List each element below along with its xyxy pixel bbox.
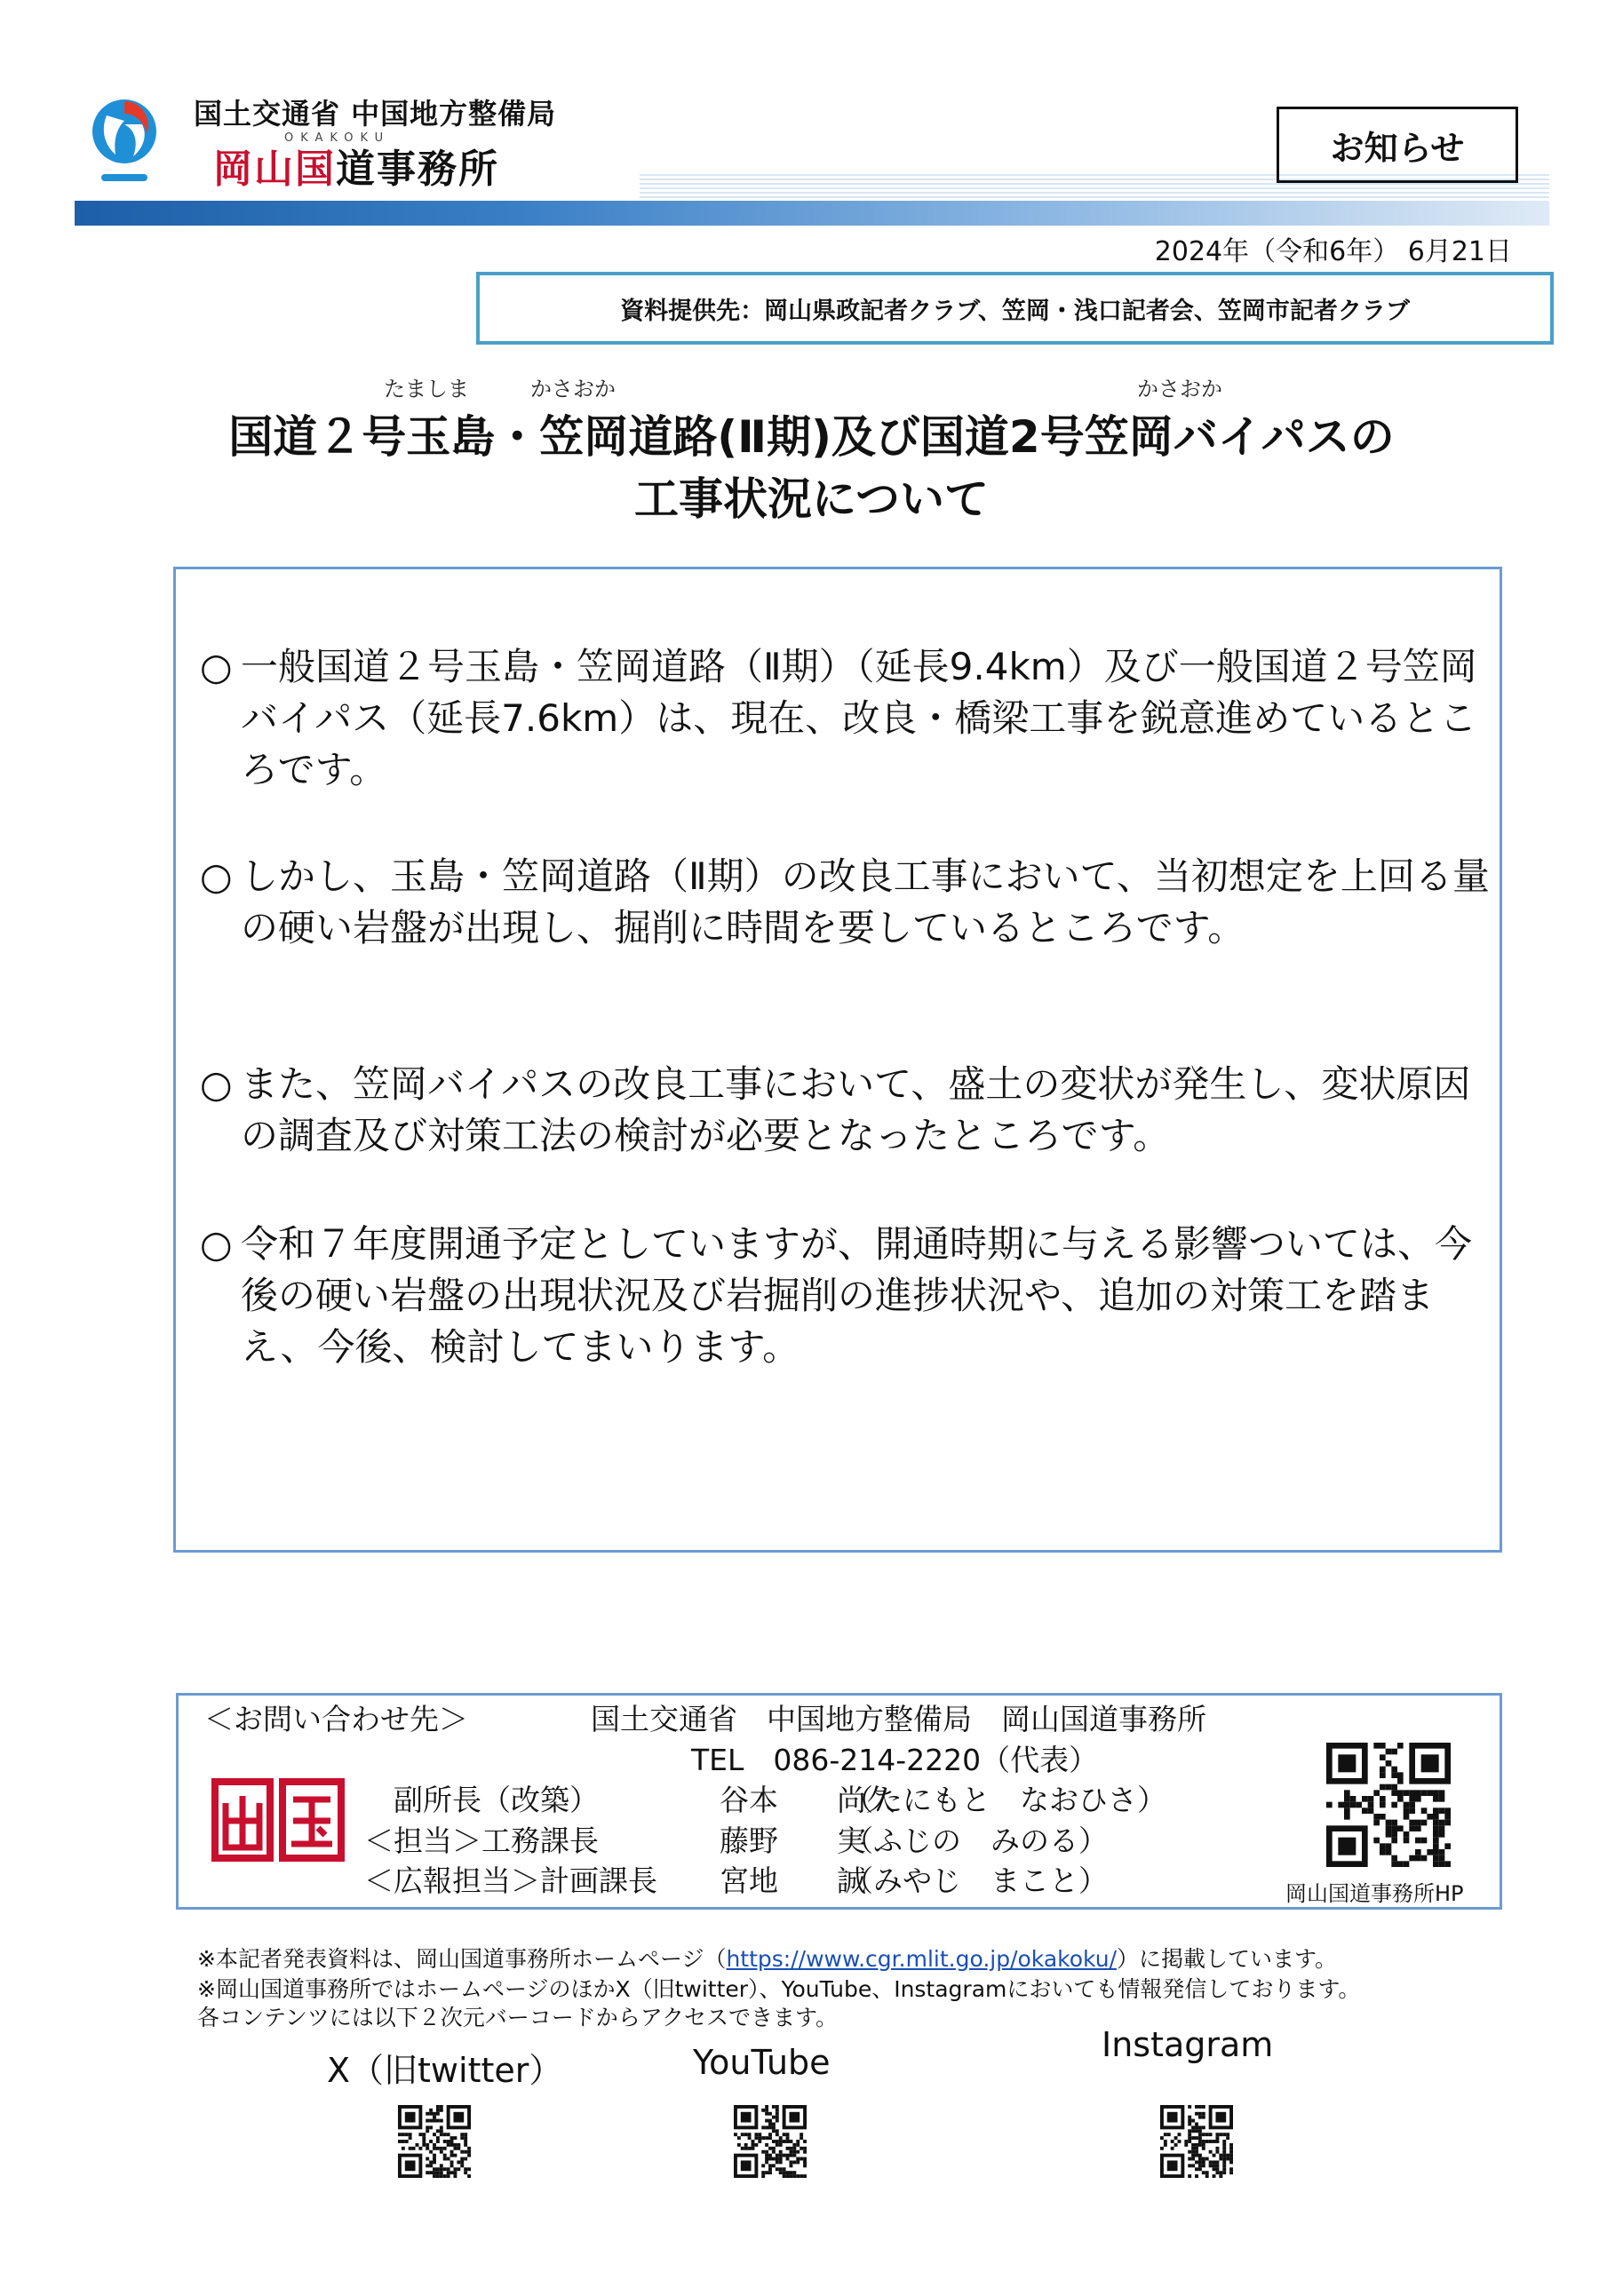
contact-role: 副所長（改築） [394, 1783, 599, 1817]
note-1 [197, 1942, 1337, 1974]
qr-code-icon[interactable] [1326, 1743, 1451, 1867]
paragraph-2 [200, 851, 1497, 954]
mlit-logo-icon [89, 89, 160, 195]
note-1-prefix: ※本記者発表資料は、岡山国道事務所ホームページ（ [197, 1946, 727, 1972]
paragraph-3 [200, 1059, 1497, 1162]
paragraph-4 [200, 1219, 1497, 1373]
ruby-tamashima: たましま [384, 377, 469, 401]
contact-tel: TEL 086-214-2220（代表） [691, 1743, 1099, 1777]
note-2: ※岡山国道事務所ではホームページのほかX（旧twitter）、YouTube、Instagramにおいても情報発信しております。 [197, 1976, 1361, 2002]
contact-role: ＜広報担当＞計画課長 [364, 1863, 657, 1898]
note-3: 各コンテンツには以下２次元バーコードからアクセスできます。 [197, 2005, 839, 2030]
ruby-kasaoka-1: かさおか [530, 377, 616, 401]
paragraph-text: 一般国道２号玉島・笠岡道路（Ⅱ期）（延長9.4km）及び一般国道２号笠岡バイパス（延長7.6km）は、現在、改良・橋梁工事を鋭意進めているところです。 [241, 645, 1477, 791]
notice-badge: お知らせ [1277, 107, 1518, 183]
homepage-link[interactable]: https://www.cgr.mlit.go.jp/okakoku/ [726, 1946, 1118, 1972]
qr-hp-label: 岡山国道事務所HP [1285, 1881, 1464, 1906]
paragraph-text: また、笠岡バイパスの改良工事において、盛土の変状が発生し、変状原因の調査及び対策工法の検討が必要となったところです。 [241, 1062, 1471, 1157]
paragraph-text: しかし、玉島・笠岡道路（Ⅱ期）の改良工事において、当初想定を上回る量の硬い岩盤が出現し、掘削に時間を要しているところです。 [241, 854, 1490, 949]
okakoku-stamp-icon [211, 1776, 345, 1865]
bullet-mark: ○ [200, 1062, 233, 1106]
office-name-rest: 道事務所 [336, 147, 499, 192]
header-band [75, 201, 1549, 226]
office-romaji: OKAKOKU [284, 131, 391, 145]
contact-name: 宮地 誠 [720, 1863, 866, 1898]
contact-role: ＜担当＞工務課長 [364, 1823, 599, 1858]
contact-org: 国土交通省 中国地方整備局 岡山国道事務所 [591, 1702, 1206, 1736]
bullet-mark: ○ [200, 645, 233, 688]
org-line: 国土交通省 中国地方整備局 [194, 97, 557, 131]
ruby-kasaoka-2: かさおか [1137, 377, 1222, 401]
bullet-mark: ○ [200, 1222, 233, 1266]
paragraph-text: 令和７年度開通予定としていますが、開通時期に与える影響ついては、今後の硬い岩盤の出現状況及び岩掘削の進捗状況や、追加の対策工を踏まえ、今後、検討してまいります。 [241, 1222, 1473, 1369]
release-date: 2024年（令和6年） 6月21日 [1154, 236, 1512, 267]
page-title-line1: 国道２号玉島・笠岡道路(Ⅱ期)及び国道2号笠岡バイパスの [228, 411, 1395, 463]
press-source: 資料提供先：岡山県政記者クラブ、笠岡・浅口記者会、笠岡市記者クラブ [476, 272, 1554, 345]
contact-name: 藤野 実 [720, 1823, 866, 1858]
qr-code-icon[interactable] [398, 2105, 471, 2178]
contact-name: 谷本 尚久 [720, 1783, 895, 1817]
contact-label: ＜お問い合わせ先＞ [204, 1702, 468, 1736]
sns-x-label: X（旧twitter） [327, 2051, 563, 2090]
note-1-suffix: ）に掲載しています。 [1117, 1946, 1338, 1972]
office-name-red: 岡山国 [213, 147, 336, 192]
qr-code-icon[interactable] [1160, 2105, 1233, 2178]
bullet-mark: ○ [200, 854, 233, 898]
paragraph-1 [200, 641, 1497, 796]
sns-youtube-label: YouTube [693, 2043, 831, 2082]
contact-kana: （みやじ まこと） [844, 1863, 1108, 1898]
qr-code-icon[interactable] [734, 2105, 807, 2178]
contact-kana: （たにもと なおひさ） [844, 1783, 1166, 1817]
page-title-line2: 工事状況について [634, 473, 989, 525]
contact-kana: （ふじの みのる） [844, 1823, 1108, 1858]
sns-instagram-label: Instagram [1102, 2025, 1274, 2064]
office-name [213, 137, 499, 194]
